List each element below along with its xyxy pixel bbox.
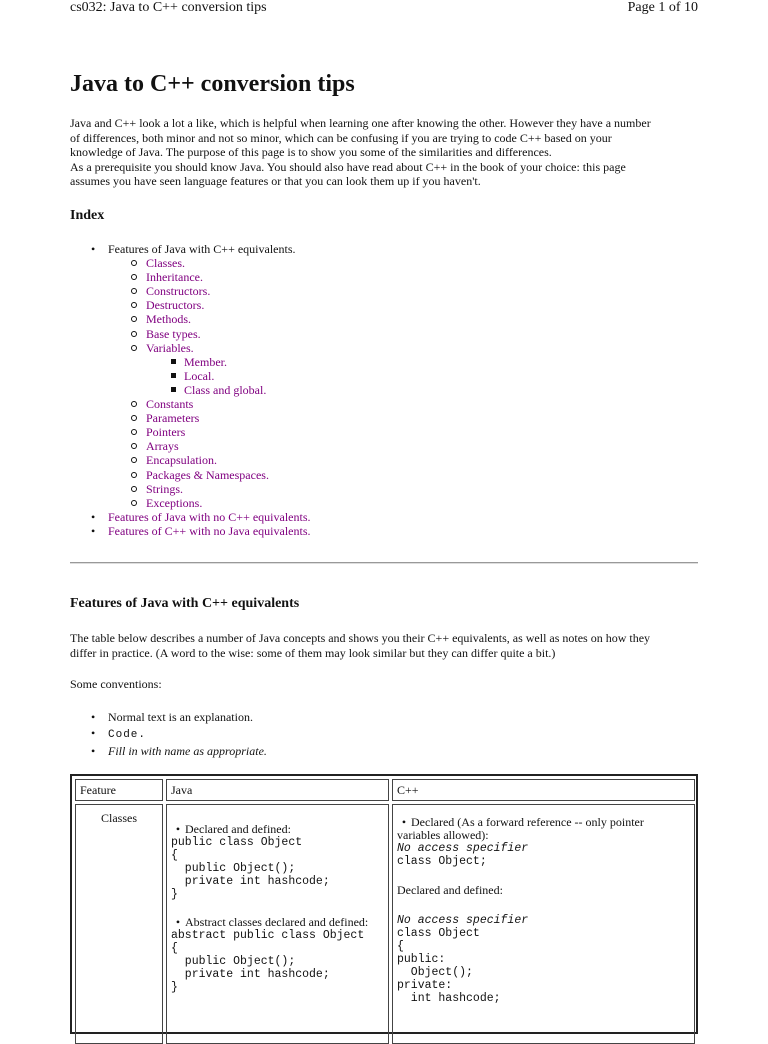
page-title: Java to C++ conversion tips xyxy=(70,71,355,97)
index-item-java-features xyxy=(70,242,311,510)
index-link-encapsulation[interactable]: Encapsulation. xyxy=(146,453,217,468)
index-link-variables[interactable]: Variables. xyxy=(146,340,194,355)
conventions-list xyxy=(70,709,267,759)
table-header-cpp: C++ xyxy=(392,779,695,801)
index-link-pointers[interactable]: Pointers xyxy=(146,425,186,440)
section-divider xyxy=(70,562,698,564)
table-header-feature: Feature xyxy=(75,779,163,801)
table-feature-classes: Classes xyxy=(75,804,163,1044)
cpp-no-access-specifier: No access specifier xyxy=(397,842,529,855)
intro-paragraph xyxy=(70,116,710,189)
cpp-forward-code: class Object; xyxy=(397,855,487,868)
cpp-no-access-specifier-2: No access specifier xyxy=(397,914,529,927)
index-link-constructors[interactable]: Constructors. xyxy=(146,284,211,299)
java-class-code: public class Object { public Object(); private int hashcode; } xyxy=(171,836,330,901)
index-heading: Index xyxy=(70,208,105,223)
cpp-declared-label-1: • Declared (As a forward reference -- only pointer xyxy=(397,816,690,829)
index-link-inheritance[interactable]: Inheritance. xyxy=(146,270,203,285)
cpp-declared-label-2: variables allowed): xyxy=(397,828,489,842)
page-header xyxy=(70,0,698,20)
index-link-local[interactable]: Local. xyxy=(184,368,215,383)
index-link-cpp-no-java[interactable]: Features of C++ with no Java equivalents. xyxy=(108,523,311,538)
java-abstract-label: • Abstract classes declared and defined: xyxy=(171,916,384,929)
index-link-strings[interactable]: Strings. xyxy=(146,481,184,496)
conventions-label: Some conventions: xyxy=(70,677,162,691)
convention-code: Code. xyxy=(108,729,147,741)
table-java-cell xyxy=(166,804,389,1044)
convention-normal: Normal text is an explanation. xyxy=(108,710,253,724)
intro-line: knowledge of Java. The purpose of this page is to show you some of the similarities and differences. xyxy=(70,145,552,159)
section-heading: Features of Java with C++ equivalents xyxy=(70,596,300,611)
java-declared-label: • Declared and defined: xyxy=(171,823,384,836)
section-paragraph-line: The table below describes a number of Java concepts and shows you their C++ equivalents, as well as notes on how they xyxy=(70,631,651,645)
table-cpp-cell xyxy=(392,804,695,1044)
index-link-constants[interactable]: Constants xyxy=(146,397,194,412)
intro-line: assumes you have seen language features or that you can look them up if you haven't. xyxy=(70,174,481,188)
header-page-number: Page 1 of 10 xyxy=(627,0,698,15)
table-header-java: Java xyxy=(166,779,389,801)
cpp-class-code: class Object { public: Object(); private: int hashcode; xyxy=(397,927,501,1005)
index-item-label: Features of Java with C++ equivalents. xyxy=(108,242,296,256)
index-link-destructors[interactable]: Destructors. xyxy=(146,298,205,313)
intro-line: As a prerequisite you should know Java. You should also have read about C++ in the book of your choice: this page xyxy=(70,159,626,174)
index-link-class-and-global[interactable]: Class and global. xyxy=(184,382,267,397)
index-link-member[interactable]: Member. xyxy=(184,354,227,369)
comparison-table xyxy=(70,774,698,1034)
index-link-exceptions[interactable]: Exceptions. xyxy=(146,495,203,510)
index-link-base-types[interactable]: Base types. xyxy=(146,326,201,341)
index-list xyxy=(70,242,311,538)
header-document-title: cs032: Java to C++ conversion tips xyxy=(70,0,267,15)
section-paragraph xyxy=(70,631,710,660)
index-link-methods[interactable]: Methods. xyxy=(146,312,191,327)
index-link-arrays[interactable]: Arrays xyxy=(146,439,179,454)
intro-line: of differences, both minor and not so minor, which can be confusing if you are trying to code C++ based on your xyxy=(70,130,612,145)
section-paragraph-line: differ in practice. (A word to the wise: some of them may look similar but they can differ quite a bit.) xyxy=(70,645,556,660)
index-link-packages-namespaces[interactable]: Packages & Namespaces. xyxy=(146,467,269,482)
convention-italic: Fill in with name as appropriate. xyxy=(108,744,267,758)
cpp-defined-label: Declared and defined: xyxy=(397,883,503,897)
index-link-classes[interactable]: Classes. xyxy=(146,256,185,271)
index-link-parameters[interactable]: Parameters xyxy=(146,411,200,426)
index-link-java-no-cpp[interactable]: Features of Java with no C++ equivalents. xyxy=(108,509,311,524)
java-abstract-code: abstract public class Object { public Object(); private int hashcode; } xyxy=(171,929,365,994)
intro-line: Java and C++ look a lot a like, which is helpful when learning one after knowing the other. However they have a number xyxy=(70,116,651,130)
